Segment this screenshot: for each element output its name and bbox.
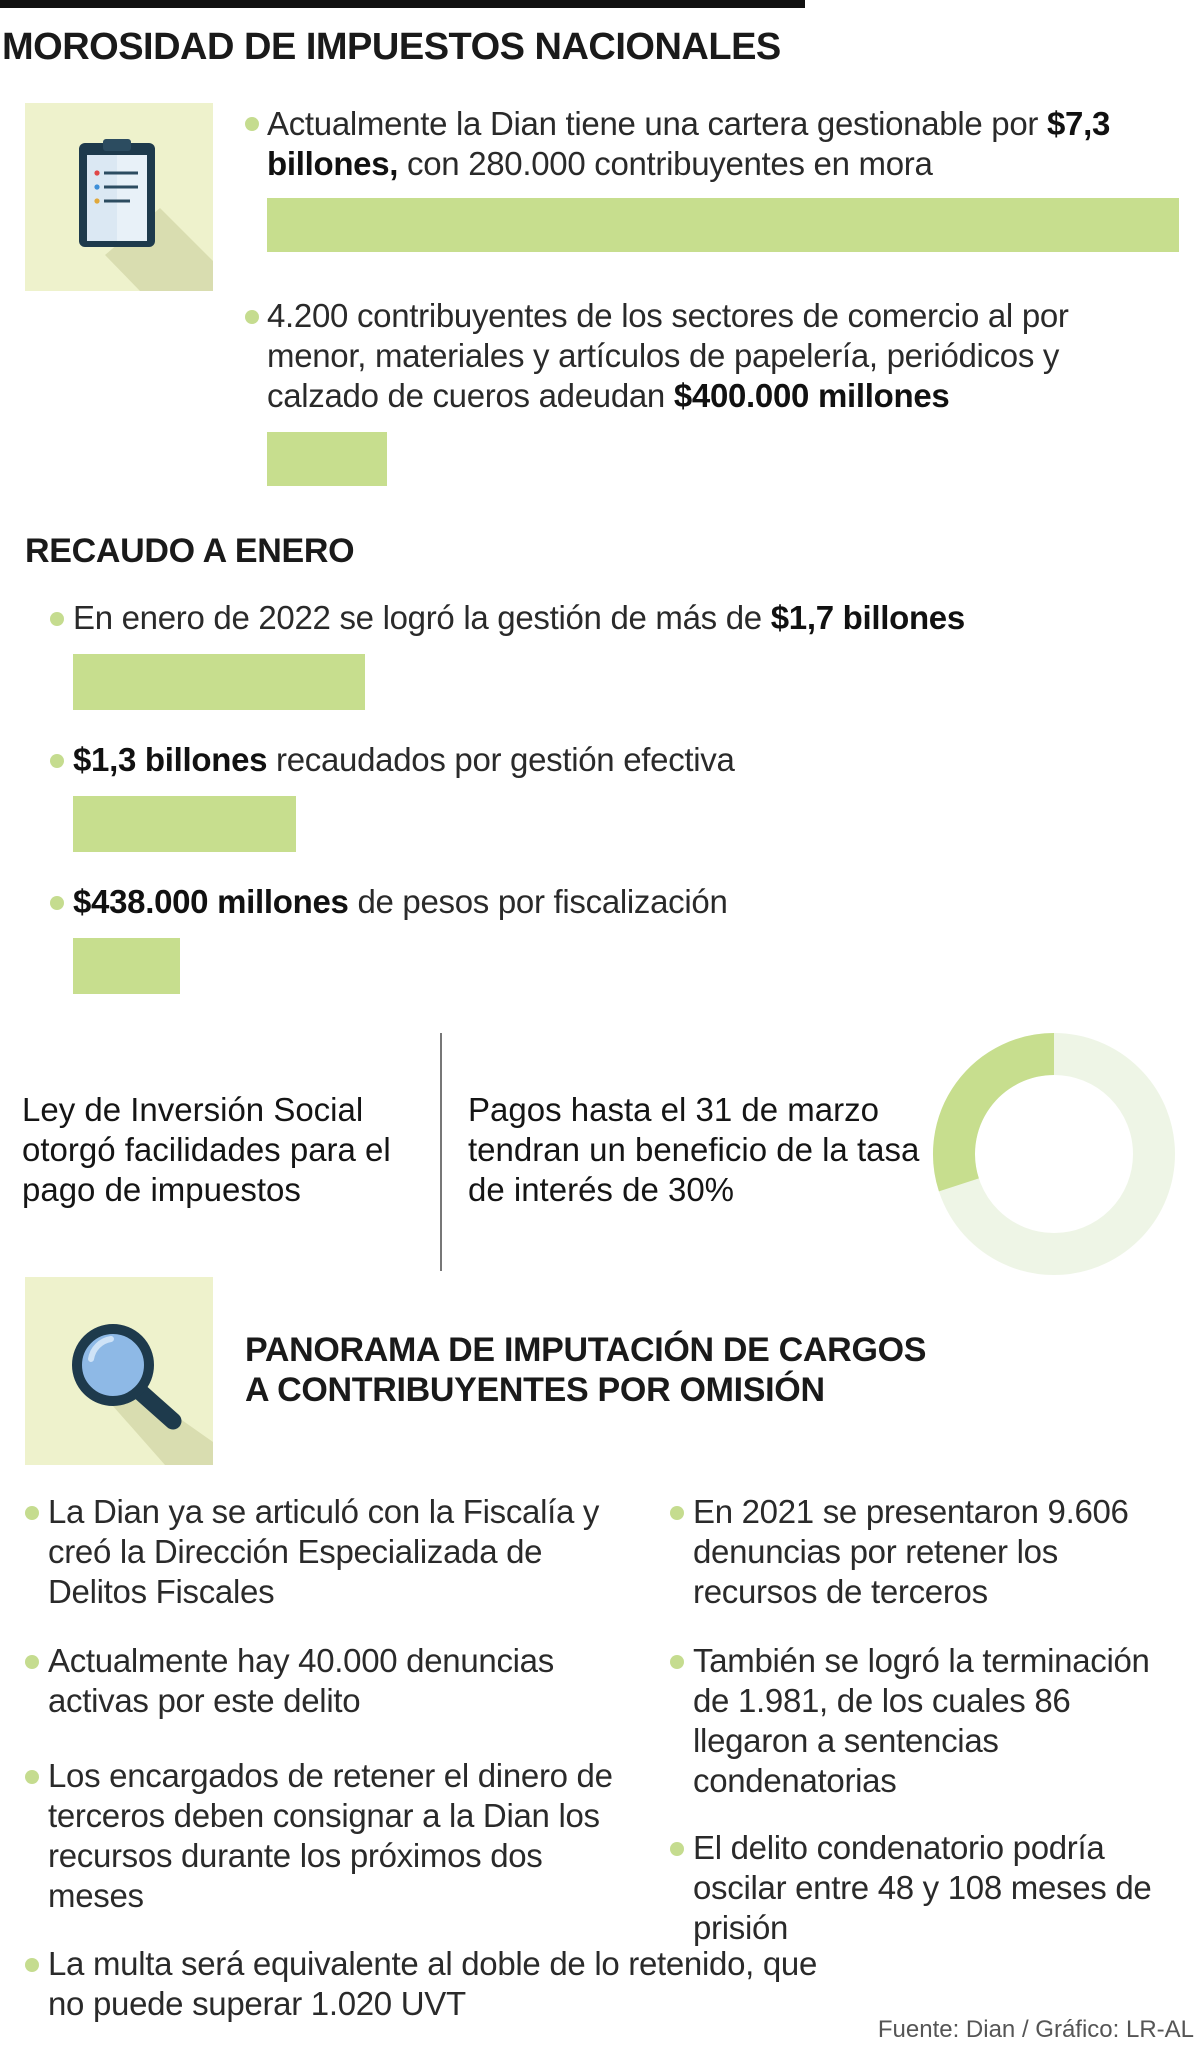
panorama-left-4: La multa será equivalente al doble de lo retenido, que no puede superar 1.020 UVT <box>48 1945 818 2022</box>
bar-gestion-efectiva <box>73 796 296 852</box>
page-title: MOROSIDAD DE IMPUESTOS NACIONALES <box>2 26 781 68</box>
bullet-dot <box>25 1770 39 1784</box>
panorama-left-3: Los encargados de retener el dinero de terceros deben consignar a la Dian los recursos durante los próximos dos meses <box>48 1757 613 1914</box>
bullet-dot <box>25 1655 39 1669</box>
morosidad-item-1: Actualmente la Dian tiene una cartera gestionable por $7,3 billones, con 280.000 contribuyentes en mora <box>267 105 1110 182</box>
morosidad-item-2: 4.200 contribuyentes de los sectores de comercio al por menor, materiales y artículos de papelería, periódicos y calzado de cueros adeudan $400.000 millones <box>267 297 1069 414</box>
section-title-recaudo: RECAUDO A ENERO <box>25 532 355 570</box>
bar-cartera-gestionable <box>267 198 1179 252</box>
bullet-dot <box>245 117 259 131</box>
bullet-dot <box>50 754 64 768</box>
magnifier-icon <box>25 1277 213 1465</box>
panorama-left-2: Actualmente hay 40.000 denuncias activas por este delito <box>48 1642 554 1719</box>
bar-contribuyentes-sectores <box>267 432 387 486</box>
bullet-dot <box>25 1958 39 1972</box>
panorama-right-2: También se logró la terminación de 1.981, de los cuales 86 llegaron a sentencias condenatorias <box>693 1642 1150 1799</box>
donut-slice-30 <box>954 1054 1054 1185</box>
bullet-dot <box>670 1506 684 1520</box>
bullet-dot <box>245 310 259 324</box>
panorama-right-1: En 2021 se presentaron 9.606 denuncias por retener los recursos de terceros <box>693 1493 1129 1610</box>
source-note: Fuente: Dian / Gráfico: LR-AL <box>877 2016 1194 2043</box>
recaudo-item-2: $1,3 billones recaudados por gestión efectiva <box>73 741 735 778</box>
bullet-dot <box>670 1842 684 1856</box>
recaudo-item-3: $438.000 millones de pesos por fiscalización <box>73 883 728 920</box>
top-rule <box>0 0 805 8</box>
panorama-title: PANORAMA DE IMPUTACIÓN DE CARGOS A CONTRIBUYENTES POR OMISIÓN <box>245 1331 927 1409</box>
recaudo-item-1: En enero de 2022 se logró la gestión de más de $1,7 billones <box>73 599 965 636</box>
bullet-dot <box>25 1506 39 1520</box>
bullet-dot <box>50 612 64 626</box>
bullet-dot <box>670 1655 684 1669</box>
clipboard-icon <box>25 103 213 291</box>
panorama-right-3: El delito condenatorio podría oscilar entre 48 y 108 meses de prisión <box>693 1829 1152 1946</box>
bar-fiscalizacion <box>73 938 180 994</box>
bullet-dot <box>50 896 64 910</box>
bar-gestion-enero <box>73 654 365 710</box>
panorama-left-1: La Dian ya se articuló con la Fiscalía y creó la Dirección Especializada de Delitos Fiscales <box>48 1493 600 1610</box>
donut-chart <box>930 1030 1178 1278</box>
ley-inversion-text: Ley de Inversión Social otorgó facilidades para el pago de impuestos <box>22 1091 391 1208</box>
pagos-beneficio-text: Pagos hasta el 31 de marzo tendran un beneficio de la tasa de interés de 30% <box>468 1091 920 1208</box>
divider-line <box>440 1033 442 1271</box>
